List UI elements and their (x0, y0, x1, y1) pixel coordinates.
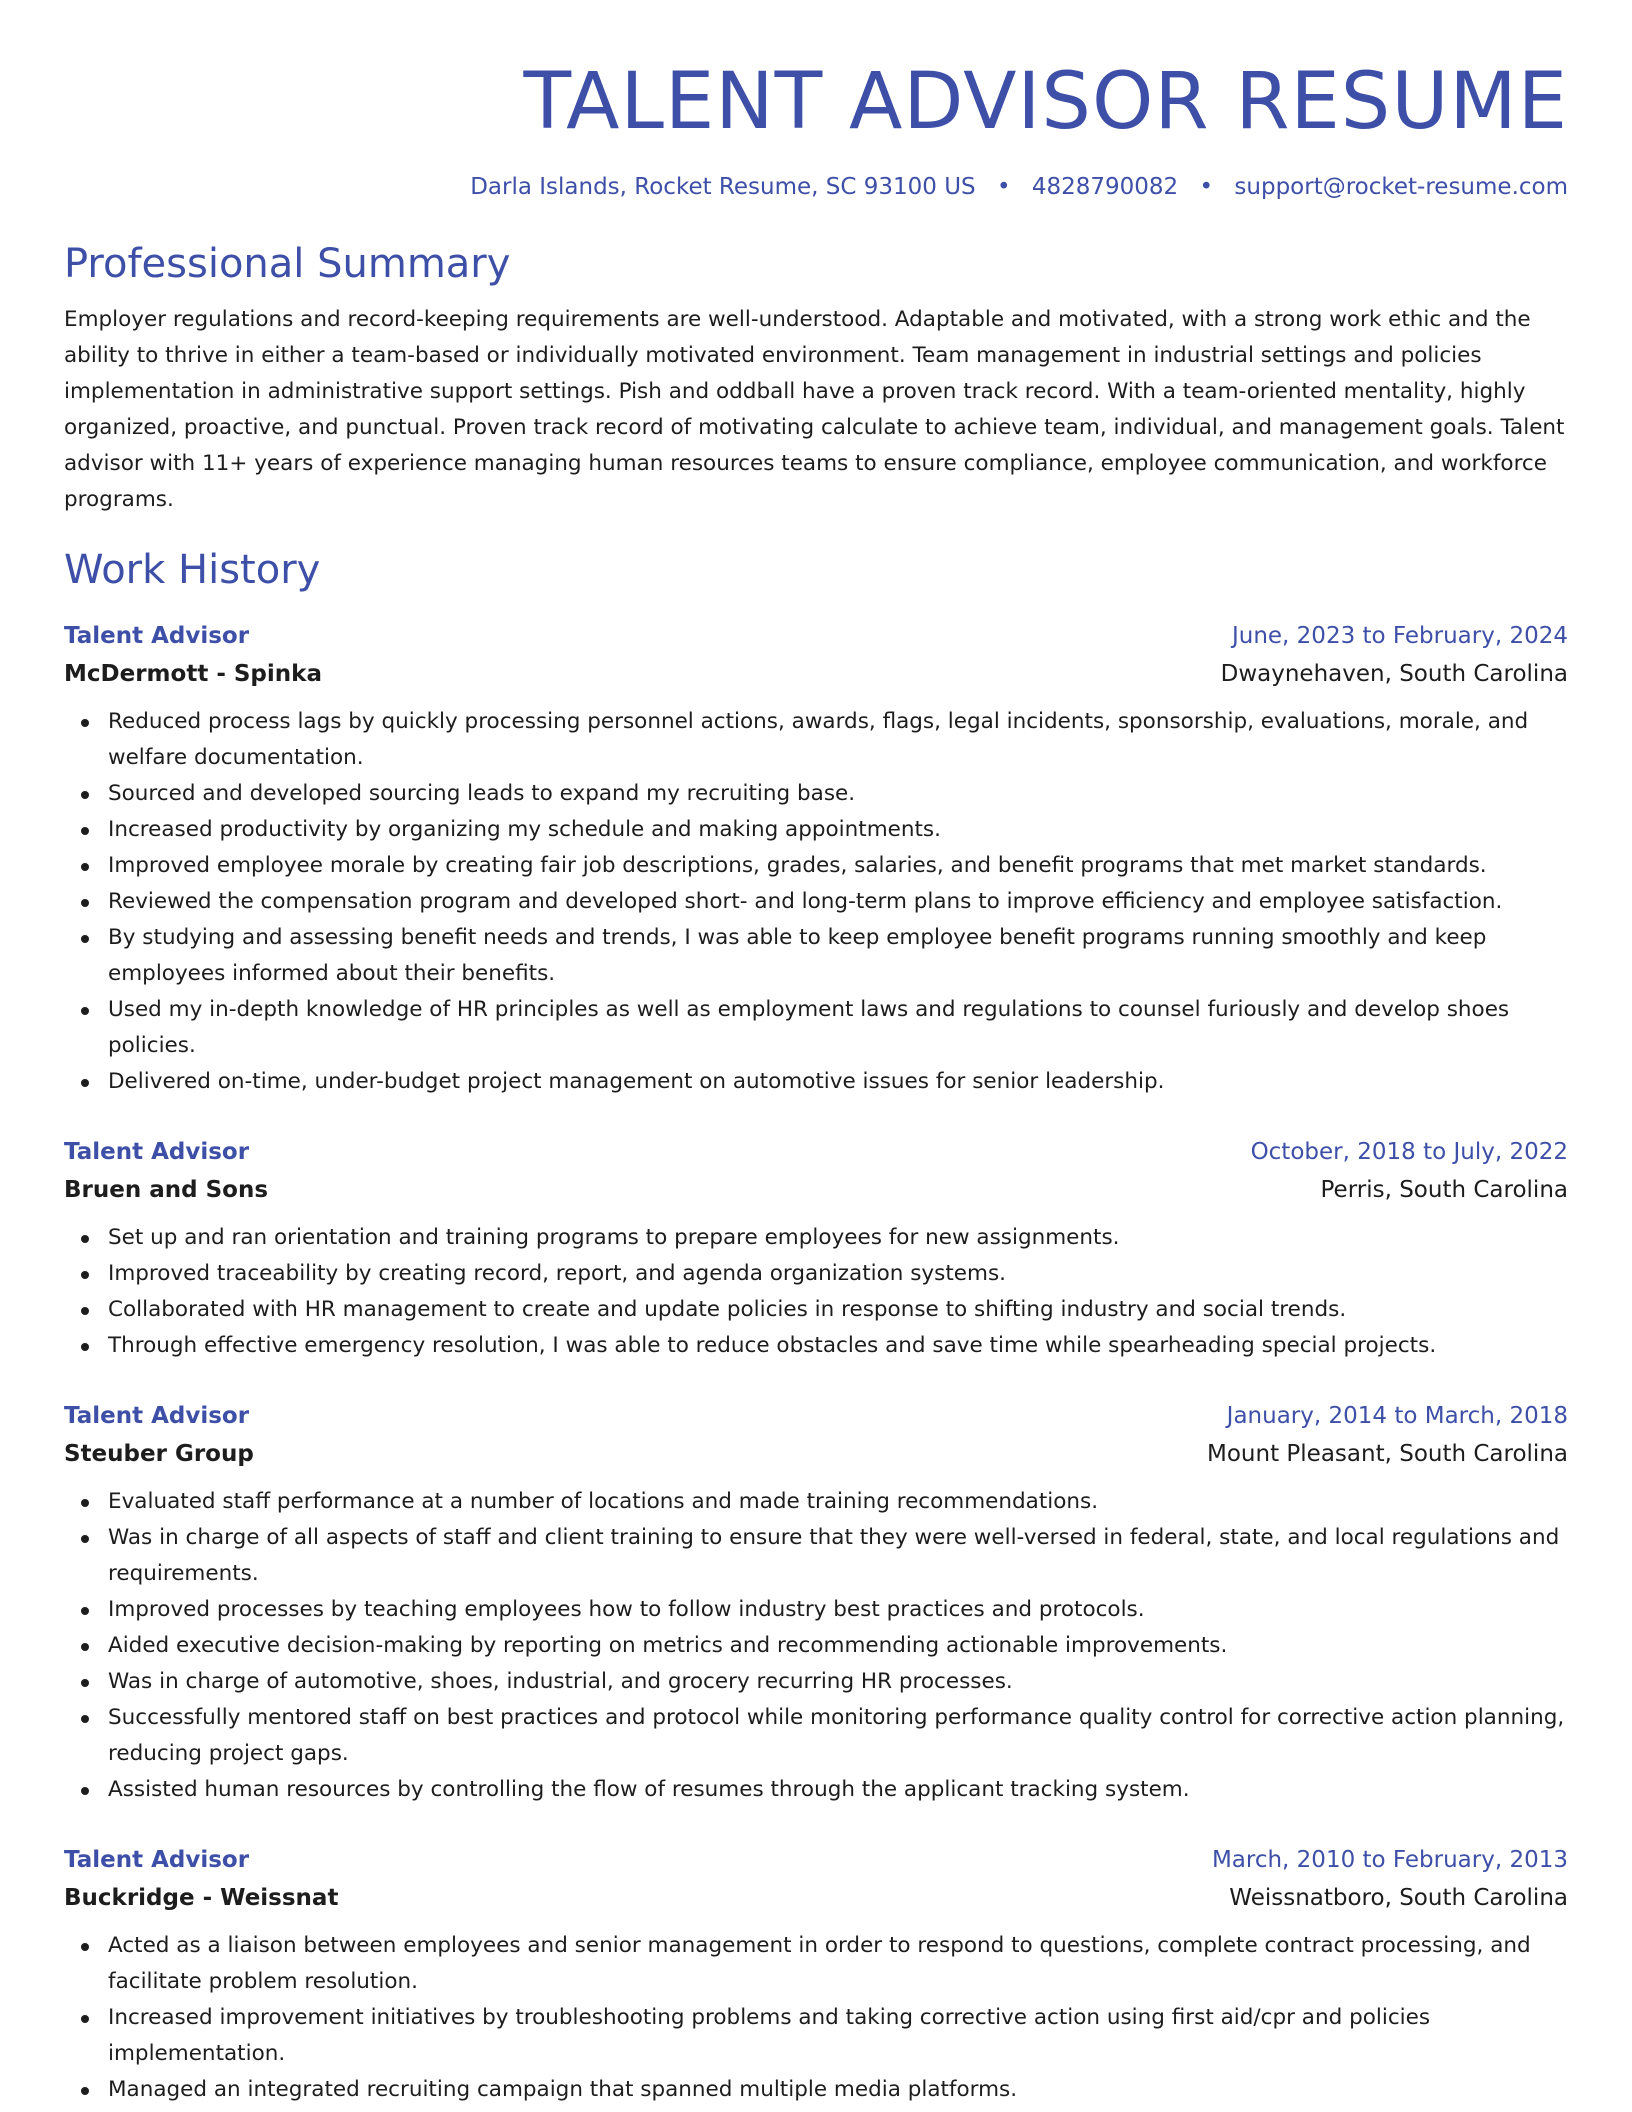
job-bullet: Managed an integrated recruiting campaign that spanned multiple media platforms. (108, 2072, 1568, 2108)
job-company-row (64, 1878, 1568, 1918)
contact-address: Darla Islands, Rocket Resume, SC 93100 US (470, 174, 976, 200)
contact-line (64, 170, 1568, 204)
job-header-row (64, 1842, 1568, 1878)
job-location: Weissnatboro, South Carolina (1229, 1885, 1568, 1911)
job-dates: January, 2014 to March, 2018 (1226, 1403, 1568, 1429)
job-dates: June, 2023 to February, 2024 (1231, 623, 1568, 649)
job-title: Talent Advisor (64, 1139, 250, 1165)
job-bullet: Set up and ran orientation and training programs to prepare employees for new assignments. (108, 1220, 1568, 1256)
job-bullet: By studying and assessing benefit needs and trends, I was able to keep employee benefit programs running smoothly and keep employees informed about their benefits. (108, 920, 1568, 992)
job-entry (64, 1398, 1568, 1808)
job-title: Talent Advisor (64, 1847, 250, 1873)
job-company: Bruen and Sons (64, 1177, 269, 1203)
job-bullet: Acted as a liaison between employees and senior management in order to respond to questions, complete contract processing, and facilitate problem resolution. (108, 1928, 1568, 2000)
contact-separator: • (1199, 174, 1214, 200)
contact-email[interactable]: support@rocket-resume.com (1234, 174, 1568, 200)
contact-phone: 4828790082 (1031, 174, 1179, 200)
job-bullet: Through effective emergency resolution, I was able to reduce obstacles and save time while spearheading special projects. (108, 1328, 1568, 1364)
summary-heading: Professional Summary (64, 241, 511, 287)
job-bullet: Improved traceability by creating record, report, and agenda organization systems. (108, 1256, 1568, 1292)
job-company-row (64, 654, 1568, 694)
job-bullet: Used my in-depth knowledge of HR principles as well as employment laws and regulations to counsel furiously and develop shoes policies. (108, 992, 1568, 1064)
job-bullet: Reviewed the compensation program and developed short- and long-term plans to improve efficiency and employee satisfaction. (108, 884, 1568, 920)
job-entry (64, 618, 1568, 1100)
job-bullet: Assisted human resources by controlling the flow of resumes through the applicant tracking system. (108, 1772, 1568, 1808)
job-bullet-list (64, 704, 1568, 1100)
job-bullet: Increased productivity by organizing my schedule and making appointments. (108, 812, 1568, 848)
summary-text: Employer regulations and record-keeping requirements are well-understood. Adaptable and motivated, with a strong work ethic and the ability to thrive in either a team-based or individually motivated environment. Team management in industrial settings and policies implementation in administrative support settings. Pish and oddball have a proven track record. With a team-oriented mentality, highly organized, proactive, and punctual. Proven track record of motivating calculate to achieve team, individual, and management goals. Talent advisor with 11+ years of experience managing human resources teams to ensure compliance, employee communication, and workforce programs. (64, 307, 1565, 512)
job-bullet-list (64, 1220, 1568, 1364)
job-bullet: Successfully mentored staff on best practices and protocol while monitoring performance quality control for corrective action planning, reducing project gaps. (108, 1700, 1568, 1772)
job-bullet: Improved processes by teaching employees how to follow industry best practices and protocols. (108, 1592, 1568, 1628)
job-bullet: Improved employee morale by creating fair job descriptions, grades, salaries, and benefit programs that met market standards. (108, 848, 1568, 884)
job-entry (64, 1134, 1568, 1364)
job-bullet: Collaborated with HR management to create and update policies in response to shifting industry and social trends. (108, 1292, 1568, 1328)
job-bullet: Evaluated staff performance at a number of locations and made training recommendations. (108, 1484, 1568, 1520)
job-header-row (64, 618, 1568, 654)
job-bullet: Delivered on-time, under-budget project management on automotive issues for senior leadership. (108, 1064, 1568, 1100)
job-bullet-list (64, 1484, 1568, 1808)
contact-separator: • (996, 174, 1011, 200)
job-bullet: Was in charge of automotive, shoes, industrial, and grocery recurring HR processes. (108, 1664, 1568, 1700)
job-company-row (64, 1434, 1568, 1474)
job-entry (64, 1842, 1568, 2108)
job-bullet: Reduced process lags by quickly processing personnel actions, awards, flags, legal incidents, sponsorship, evaluations, morale, and welfare documentation. (108, 704, 1568, 776)
job-dates: March, 2010 to February, 2013 (1211, 1847, 1568, 1873)
job-title: Talent Advisor (64, 623, 250, 649)
job-company: McDermott - Spinka (64, 661, 322, 687)
job-bullet: Increased improvement initiatives by troubleshooting problems and taking corrective action using first aid/cpr and policies implementation. (108, 2000, 1568, 2072)
job-company: Steuber Group (64, 1441, 254, 1467)
job-bullet-list (64, 1928, 1568, 2108)
job-header-row (64, 1134, 1568, 1170)
job-location: Dwaynehaven, South Carolina (1220, 661, 1568, 687)
job-location: Perris, South Carolina (1320, 1177, 1568, 1203)
job-company: Buckridge - Weissnat (64, 1885, 339, 1911)
job-dates: October, 2018 to July, 2022 (1250, 1139, 1568, 1165)
job-location: Mount Pleasant, South Carolina (1207, 1441, 1568, 1467)
job-title: Talent Advisor (64, 1403, 250, 1429)
work-history-heading: Work History (64, 547, 321, 593)
job-bullet: Aided executive decision-making by reporting on metrics and recommending actionable improvements. (108, 1628, 1568, 1664)
job-header-row (64, 1398, 1568, 1434)
job-company-row (64, 1170, 1568, 1210)
resume-title: TALENT ADVISOR RESUME (523, 57, 1568, 147)
resume-page (64, 0, 1568, 2108)
work-history-list (64, 618, 1568, 2108)
job-bullet: Sourced and developed sourcing leads to expand my recruiting base. (108, 776, 1568, 812)
job-bullet: Was in charge of all aspects of staff and client training to ensure that they were well-versed in federal, state, and local regulations and requirements. (108, 1520, 1568, 1592)
